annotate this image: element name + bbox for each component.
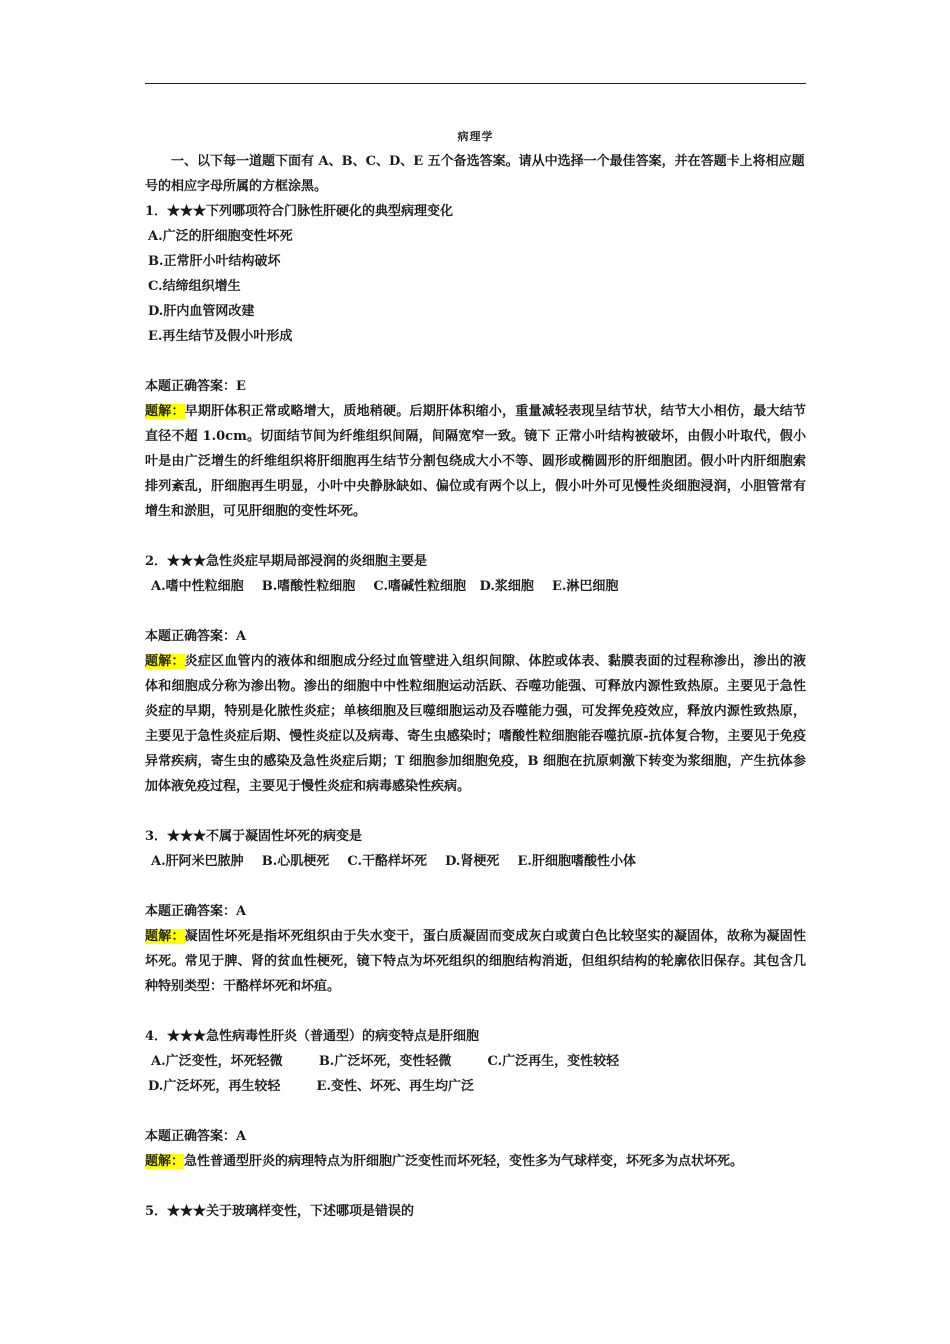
question-1-stem: 1．★★★下列哪项符合门脉性肝硬化的典型病理变化 bbox=[145, 204, 454, 219]
question-1-option-e: E.再生结节及假小叶形成 bbox=[148, 329, 293, 344]
question-4-explanation: 题解：急性普通型肝炎的病理特点为肝细胞广泛变性而坏死轻，变性多为气球样变，坏死多为点状坏死。 bbox=[145, 1154, 744, 1169]
question-1-option-a: A.广泛的肝细胞变性坏死 bbox=[148, 229, 293, 244]
question-1-answer: 本题正确答案：E bbox=[145, 379, 246, 394]
header-rule bbox=[145, 83, 806, 84]
explanation-label: 题解： bbox=[145, 654, 185, 669]
question-4-answer: 本题正确答案：A bbox=[145, 1129, 247, 1144]
question-3-answer: 本题正确答案：A bbox=[145, 904, 247, 919]
question-1-option-c: C.结缔组织增生 bbox=[148, 279, 241, 294]
question-2-answer: 本题正确答案：A bbox=[145, 629, 247, 644]
question-3-options: A.肝阿米巴脓肿 B.心肌梗死 C.干酪样坏死 D.肾梗死 E.肝细胞嗜酸性小体 bbox=[151, 854, 636, 869]
question-3-stem: 3．★★★不属于凝固性坏死的病变是 bbox=[145, 829, 363, 844]
explanation-label: 题解： bbox=[145, 404, 185, 419]
question-1-option-d: D.肝内血管网改建 bbox=[148, 304, 255, 319]
question-2-stem: 2．★★★急性炎症早期局部浸润的炎细胞主要是 bbox=[145, 554, 428, 569]
question-2-options: A.嗜中性粒细胞 B.嗜酸性粒细胞 C.嗜碱性粒细胞 D.浆细胞 E.淋巴细胞 bbox=[151, 579, 619, 594]
question-3-explanation: 题解：凝固性坏死是指坏死组织由于失水变干，蛋白质凝固而变成灰白或黄白色比较坚实的凝固体，故称为凝固性坏死。常见于脾、肾的贫血性梗死，镜下特点为坏死组织的细胞结构消逝，但组织结构的轮廓依旧保存。其包含几种特别类型：干酪样坏死和坏疽。 bbox=[145, 929, 806, 994]
question-4-options-row-2: D.广泛坏死，再生较轻 E.变性、坏死、再生均广泛 bbox=[148, 1079, 474, 1094]
explanation-label: 题解： bbox=[145, 1154, 185, 1169]
question-1-explanation: 题解：早期肝体积正常或略增大，质地稍硬。后期肝体积缩小，重量减轻表现呈结节状，结节大小相仿，最大结节直径不超 1.0cm。切面结节间为纤维组织间隔，间隔宽窄一致。镜下 正常小叶结构被破坏，由假小叶取代，假小叶是由广泛增生的纤维组织将肝细胞再生结节分割包绕成大小不等、圆形或椭圆形的肝细胞团。假小叶内肝细胞索排列紊乱，肝细胞再生明显，小叶中央静脉缺如、偏位或有两个以上，假小叶外可见慢性炎细胞浸润，小胆管常有增生和淤胆，可见肝细胞的变性坏死。 bbox=[145, 404, 806, 519]
explanation-label: 题解： bbox=[145, 929, 185, 944]
question-2-explanation: 题解：炎症区血管内的液体和细胞成分经过血管壁进入组织间隙、体腔或体表、黏膜表面的过程称渗出，渗出的液体和细胞成分称为渗出物。渗出的细胞中中性粒细胞运动活跃、吞噬功能强、可释放内源性致热原。主要见于急性炎症的早期，特别是化脓性炎症；单核细胞及巨噬细胞运动及吞噬能力强，可发挥免疫效应，释放内源性致热原，主要见于急性炎症后期、慢性炎症以及病毒、寄生虫感染时；嗜酸性粒细胞能吞噬抗原-抗体复合物，主要见于免疫异常疾病，寄生虫的感染及急性炎症后期；T 细胞参加细胞免疫，B 细胞在抗原刺激下转变为浆细胞，产生抗体参加体液免疫过程，主要见于慢性炎症和病毒感染性疾病。 bbox=[145, 654, 806, 794]
question-5-stem: 5．★★★关于玻璃样变性，下述哪项是错误的 bbox=[145, 1204, 415, 1219]
question-4-options-row-1: A.广泛变性，坏死轻微 B.广泛坏死，变性轻微 C.广泛再生，变性较轻 bbox=[151, 1054, 620, 1069]
question-1-option-b: B.正常肝小叶结构破坏 bbox=[148, 254, 281, 269]
question-4-stem: 4．★★★急性病毒性肝炎（普通型）的病变特点是肝细胞 bbox=[145, 1029, 480, 1044]
document-body bbox=[145, 124, 806, 1224]
page-title: 病理学 bbox=[457, 130, 494, 143]
intro-paragraph: 一、以下每一道题下面有 A、B、C、D、E 五个备选答案。请从中选择一个最佳答案，并在答题卡上将相应题号的相应字母所属的方框涂黑。 bbox=[145, 154, 805, 194]
